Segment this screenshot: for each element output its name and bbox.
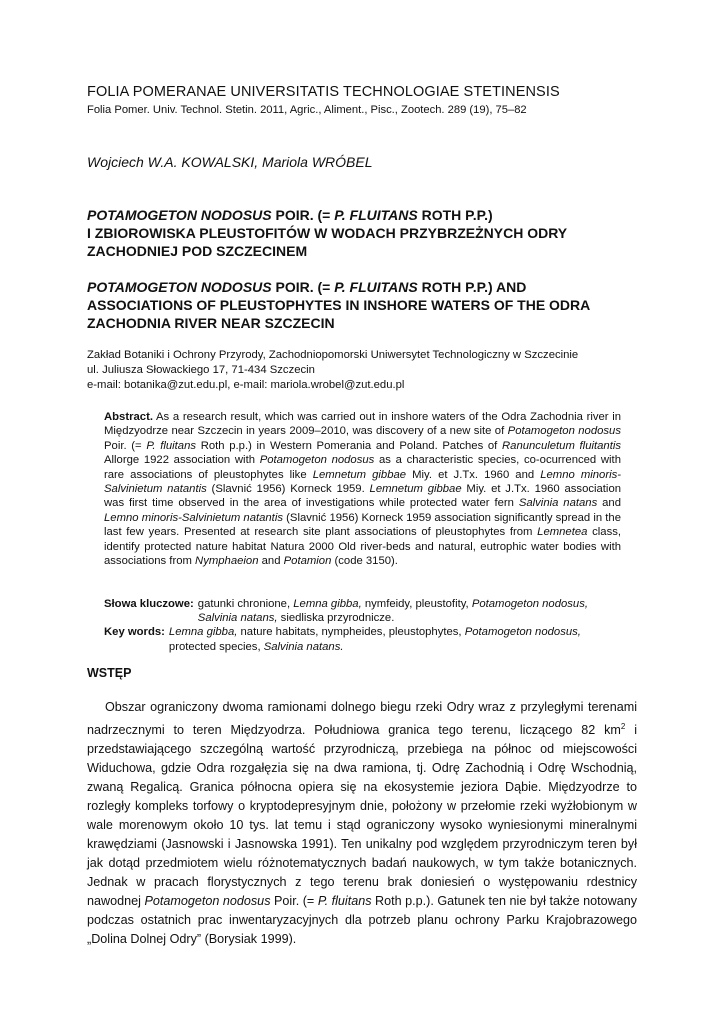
keywords-polish: Słowa kluczowe: gatunki chronione, Lemna gibba, nymfeidy, pleustofity, Potamogeton nodosus, Salvinia natans, siedliska przyrodnicze.	[104, 598, 589, 625]
keywords	[104, 597, 621, 654]
title-polish: POTAMOGETON NODOSUS POIR. (= P. FLUITANS ROTH P.P.) I ZBIOROWISKA PLEUSTOFITÓW W WODACH PRZYBRZEŻNYCH ODRY ZACHODNIEJ POD SZCZECINEM	[87, 207, 567, 259]
body-text	[87, 698, 637, 949]
journal-name: FOLIA POMERANAE UNIVERSITATIS TECHNOLOGIAE STETINENSIS	[87, 84, 560, 100]
title-synonym: P. FLUITANS	[334, 207, 418, 223]
keywords-english: Key words: Lemna gibba, nature habitats, nympheides, pleustophytes, Potamogeton nodosus, protected species, Salvinia natans.	[104, 626, 581, 653]
title-english: POTAMOGETON NODOSUS POIR. (= P. FLUITANS ROTH P.P.) AND ASSOCIATIONS OF PLEUSTOPHYTES IN INSHORE WATERS OF THE ODRA ZACHODNIA RIVER NEAR SZCZECIN	[87, 279, 590, 331]
title-species: POTAMOGETON NODOSUS	[87, 207, 272, 223]
affiliation-institute: Zakład Botaniki i Ochrony Przyrody, Zachodniopomorski Uniwersytet Technologiczny w Szczecinie	[87, 349, 579, 361]
affiliation-address: ul. Juliusza Słowackiego 17, 71-434 Szczecin	[87, 364, 315, 376]
keywords-english-label: Key words:	[104, 626, 165, 639]
affiliation	[87, 348, 647, 393]
citation-line: Folia Pomer. Univ. Technol. Stetin. 2011, Agric., Aliment., Pisc., Zootech. 289 (19), 75–82	[87, 104, 527, 116]
section-heading: WSTĘP	[87, 666, 132, 680]
title-synonym: P. FLUITANS	[334, 279, 418, 295]
abstract: Abstract. As a research result, which was carried out in inshore waters of the Odra Zachodnia river in Międzyodrze near Szczecin in years 2009–2010, was discovery of a new site of Potamogeton nodosus Poir. (= P. fluitans Roth p.p.) in Western Pomerania and Poland. Patches of Ranunculetum fluitantis Allorge 1922 association with Potamogeton nodosus as a characteristic species, co-ocurrenced with rare associations of pleustophytes like Lemnetum gibbae Miy. et J.Tx. 1960 and Lemno minoris-Salvinietum natantis (Slavnić 1956) Korneck 1959. Lemnetum gibbae Miy. et J.Tx. 1960 association was first time observed in the area of investigations while protected water fern Salvinia natans and Lemno minoris-Salvinietum natantis (Slavnić 1956) Korneck 1959 association significantly spread in the last few years. Presented at research site plant associations of pleustophytes from Lemnetea class, identify protected nature habitat Natura 2000 Old river-beds and natural, eutrophic water bodies with associations from Nymphaeion and Potamion (code 3150).	[104, 411, 622, 568]
title-species: POTAMOGETON NODOSUS	[87, 279, 272, 295]
keywords-polish-label: Słowa kluczowe:	[104, 598, 194, 610]
authors: Wojciech W.A. KOWALSKI, Mariola WRÓBEL	[87, 154, 373, 170]
affiliation-email: e-mail: botanika@zut.edu.pl, e-mail: mariola.wrobel@zut.edu.pl	[87, 379, 405, 391]
abstract-label: Abstract.	[104, 411, 153, 423]
paragraph: Obszar ograniczony dwoma ramionami dolnego biegu rzeki Odry wraz z przyległymi terenami nadrzecznymi to teren Międzyodrza. Południowa granica tego terenu, liczącego 82 $km^2$ i przedstawiającego szczególną wartość przyrodniczą, przebiega na północ od miejscowości Widuchowa, gdzie Odra rozgałęzia się na dwa ramiona, tj. Odrę Zachodnią i Odrę Wschodnią, zwaną Regalicą. Granica północna opiera się na ekosystemie jeziora Dąbie. Międzyodrze to rozległy kompleks torfowy o kryptodepresyjnym dnie, położony w przełomie rzeki wyżłobionym w wale morenowym około 10 tys. lat temu i stąd ograniczony wysoko wyniesionymi mineralnymi krawędziami (Jasnowski i Jasnowska 1991). Ten unikalny pod względem przyrodniczym teren był jak dotąd przedmiotem wielu różnotematycznych badań naukowych, w tym także botanicznych. Jednak w pracach florystycznych z tego terenu brak doniesień o występowaniu rdestnicy nawodnej Potamogeton nodosus Poir. (= P. fluitans Roth p.p.). Gatunek ten nie był także notowany podczas ostatnich prac inwentaryzacyjnych dla potrzeb planu ochrony Parku Krajobrazowego „Dolina Dolnej Odry” (Borysiak 1999).	[87, 700, 638, 947]
